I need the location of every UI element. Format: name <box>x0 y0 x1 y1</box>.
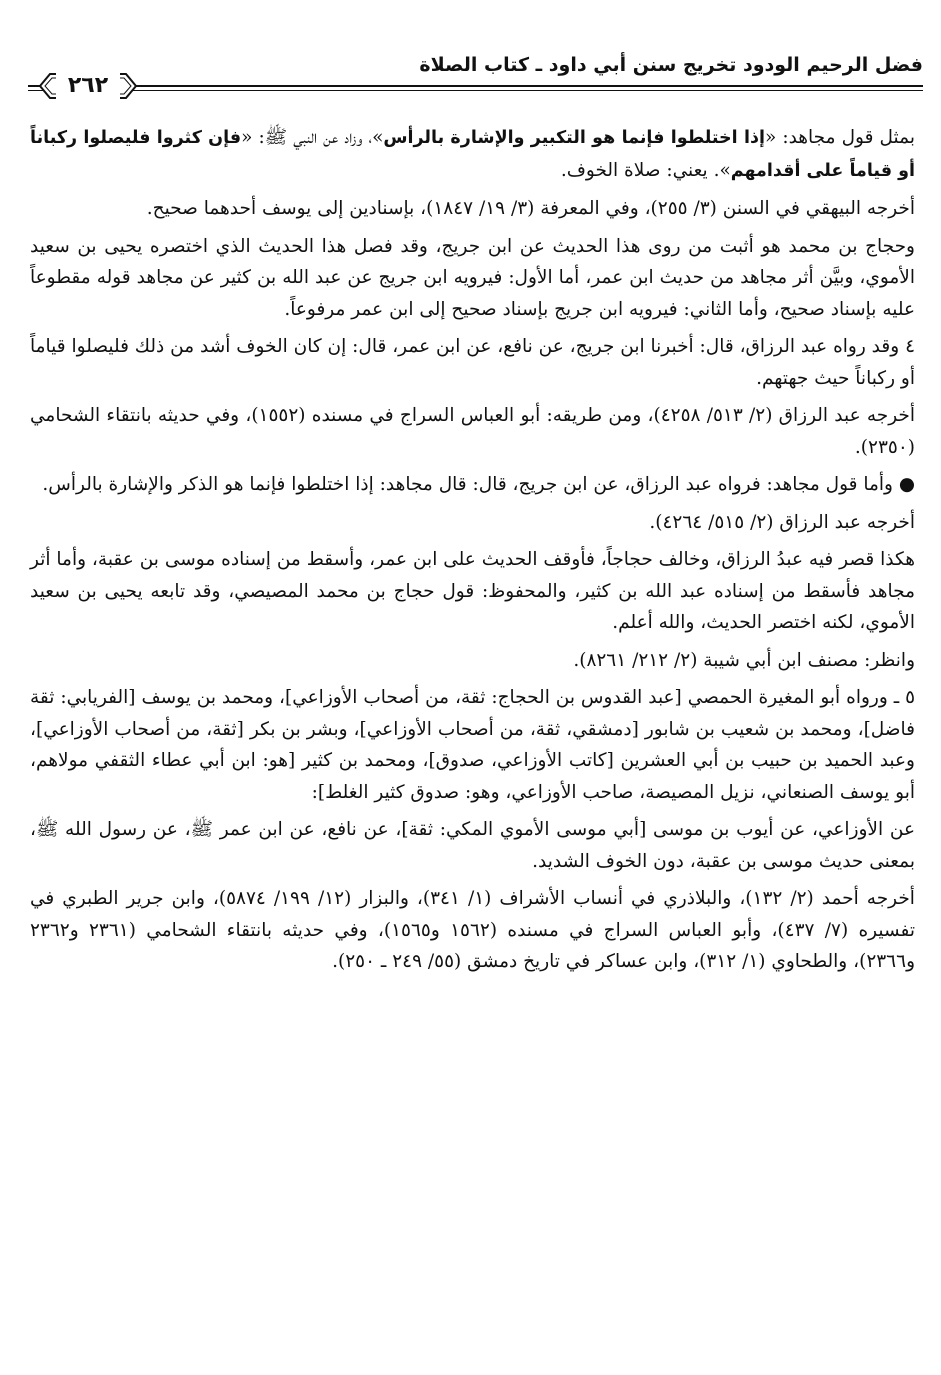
paragraph-8: هكذا قصر فيه عبدُ الرزاق، وخالف حجاجاً، فأوقف الحديث على ابن عمر، وأسقط من إسناده موسى بن عقبة، وأما أثر مجاهد فأسقط من إسناده عبد الله بن كثير، والمحفوظ: قول حجاج بن محمد المصيصي، وقد تابعه يحيى بن سعيد الأموي، لكنه اختصر الحديث، والله أعلم. <box>30 549 915 633</box>
paragraph-10: ٥ ـ ورواه أبو المغيرة الحمصي [عبد القدوس بن الحجاج: ثقة، من أصحاب الأوزاعي]، ومحمد بن يوسف [الفريابي: ثقة فاضل]، ومحمد بن شعيب بن شابور [دمشقي، ثقة، من أصحاب الأوزاعي]، وبشر بن بكر [ثقة، من أصحاب الأوزاعي]، وعبد الحميد بن حبيب بن أبي العشرين [كاتب الأوزاعي، صدوق]، ومحمد بن كثير [هو: ابن أبي عطاء الثقفي مولاهم، أبو يوسف الصنعاني، نزيل المصيصة، صاحب الأوزاعي، وهو: صدوق كثير الغلط]: <box>30 687 915 803</box>
quoted-hadith-bold: إذا اختلطوا فإنما هو التكبير والإشارة بالرأس <box>383 128 765 148</box>
paragraph-5: أخرجه عبد الرزاق (٢/ ٥١٣/ ٤٢٥٨)، ومن طريقه: أبو العباس السراج في مسنده (١٥٥٢)، وفي حديثه بانتقاء الشحامي (٢٣٥٠). <box>30 405 916 458</box>
header-title: فضل الرحيم الودود تخريج سنن أبي داود ـ كتاب الصلاة <box>419 54 923 76</box>
paragraph-12: أخرجه أحمد (٢/ ١٣٢)، والبلاذري في أنساب الأشراف (١/ ٣٤١)، والبزار (١٢/ ١٩٩/ ٥٨٧٤)، وابن جرير الطبري في تفسيره (٧/ ٤٣٧)، وأبو العباس السراج في مسنده (١٥٦٢ و١٥٦٥)، وفي حديثه بانتقاء الشحامي (٢٣٦١ و٢٣٦٢ و٢٣٦٦)، والطحاوي (١/ ٣١٢)، وابن عساكر في تاريخ دمشق (٥٥/ ٢٤٩ ـ ٢٥٠). <box>30 888 915 972</box>
paragraph-2: أخرجه البيهقي في السنن (٣/ ٢٥٥)، وفي المعرفة (٣/ ١٩/ ١٨٤٧)، بإسنادين إلى يوسف أحدهما صحيح. <box>146 198 915 219</box>
page-body <box>30 122 915 984</box>
header-rule-thick <box>28 85 923 87</box>
page-number: ٢٦٢ <box>56 72 120 100</box>
paragraph-4: ٤ وقد رواه عبد الرزاق، قال: أخبرنا ابن جريج، عن نافع، عن ابن عمر، قال: إن كان الخوف أشد من ذلك فليصلوا قياماً أو ركباناً حيث جهتهم. <box>30 336 915 389</box>
paragraph-7: أخرجه عبد الرزاق (٢/ ٥١٥/ ٤٢٦٤). <box>649 511 915 533</box>
paragraph-3: وحجاج بن محمد هو أثبت من روى هذا الحديث عن ابن جريج، وقد فصل هذا الحديث الذي اختصره يحيى بن سعيد الأموي، وبيَّن أثر مجاهد من حديث ابن عمر، أما الأول: فيرويه ابن جريج عن عبد الله بن كثير عن مجاهد قوله مقطوعاً عليه بإسناد صحيح، وأما الثاني: فيرويه ابن جريج بإسناد صحيح إلى ابن عمر مرفوعاً. <box>30 235 915 320</box>
paragraph-text: بمثل قول مجاهد: « <box>764 127 915 148</box>
header-rule-thin <box>28 90 923 91</box>
paragraph-9: وانظر: مصنف ابن أبي شيبة (٢/ ٢١٢/ ٨٢٦١). <box>573 649 915 671</box>
paragraph-1 <box>30 122 915 187</box>
paragraph-text: »، وزاد عن النبي ﷺ: « <box>241 127 384 148</box>
paragraph-text: ». يعني: صلاة الخوف. <box>560 159 731 181</box>
quoted-hadith-bold: فإن كثروا فليصلوا ركباناً أو قياماً على أقدامهم <box>30 128 915 181</box>
running-header <box>28 52 923 100</box>
paragraph-11: عن الأوزاعي، عن أيوب بن موسى [أبي موسى الأموي المكي: ثقة]، عن نافع، عن ابن عمر ﷺ، عن رسول الله ﷺ، بمعنى حديث موسى بن عقبة، دون الخوف الشديد. <box>30 819 915 872</box>
paragraph-6: ● وأما قول مجاهد: فرواه عبد الرزاق، عن ابن جريج، قال: قال مجاهد: إذا اختلطوا فإنما هو الذكر والإشارة بالرأس. <box>42 474 915 495</box>
